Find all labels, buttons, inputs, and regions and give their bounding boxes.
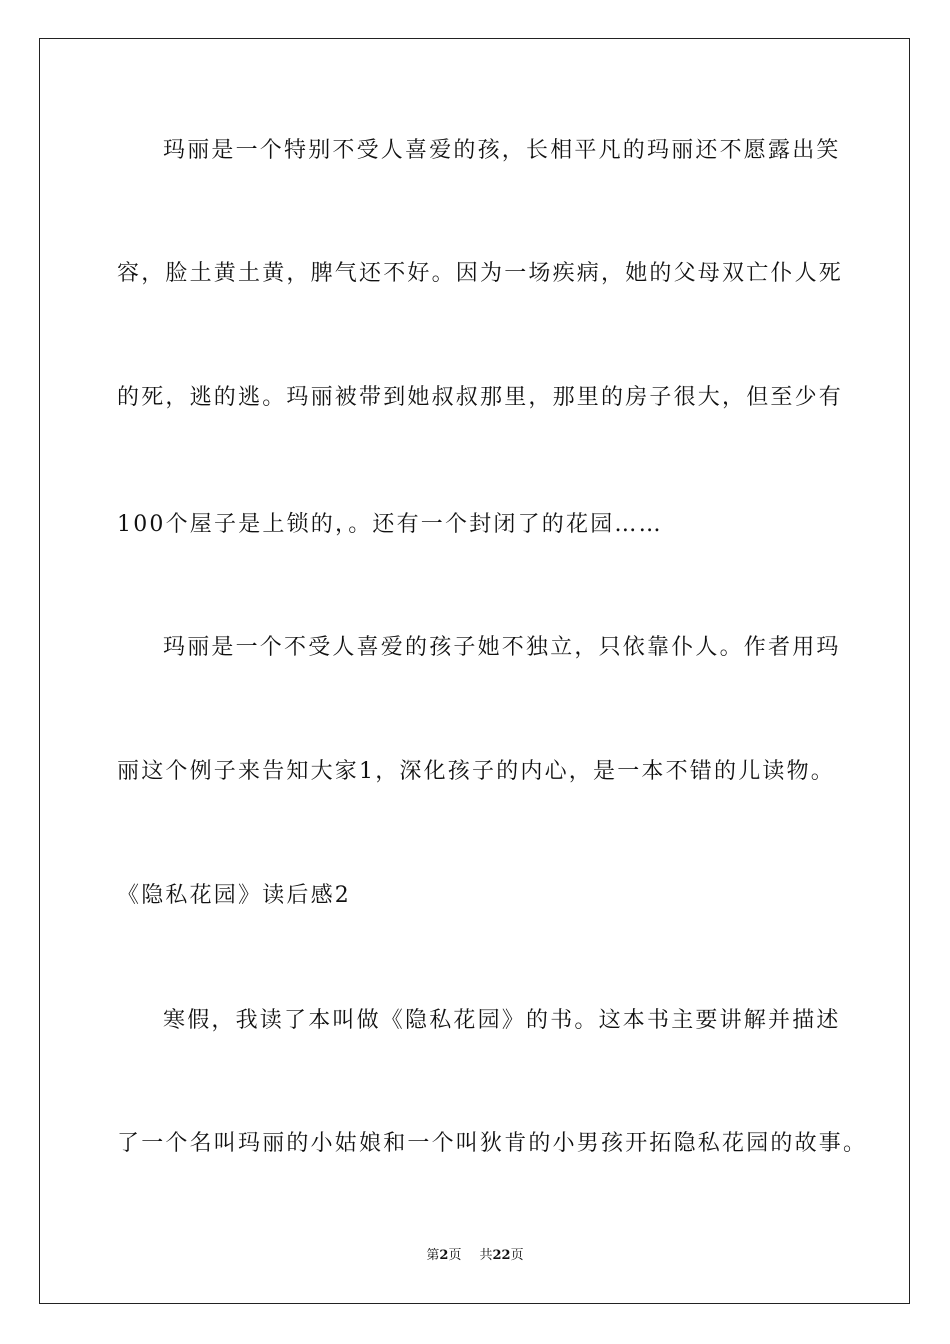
footer-total-pages: 22 <box>492 1248 511 1263</box>
footer-page-suffix: 页 <box>448 1248 462 1263</box>
footer-page-number: 2 <box>439 1248 449 1263</box>
paragraph-2-line-1: 玛丽是一个不受人喜爱的孩子她不独立，只依靠仆人。作者用玛 <box>163 635 841 660</box>
paragraph-2-line-2: 丽这个例子来告知大家1，深化孩子的内心，是一本不错的儿读物。 <box>117 759 835 784</box>
section-heading: 《隐私花园》读后感2 <box>117 883 351 908</box>
footer-total-suffix: 页 <box>510 1248 524 1263</box>
paragraph-1-line-4: 100个屋子是上锁的，。还有一个封闭了的花园…… <box>117 512 663 537</box>
paragraph-3-line-2: 了一个名叫玛丽的小姑娘和一个叫狄肯的小男孩开拓隐私花园的故事。 <box>117 1131 868 1156</box>
footer-total-prefix: 共 <box>479 1248 493 1263</box>
paragraph-3-line-1: 寒假，我读了本叫做《隐私花园》的书。这本书主要讲解并描述 <box>163 1008 841 1033</box>
paragraph-1-line-3: 的死，逃的逃。玛丽被带到她叔叔那里，那里的房子很大，但至少有 <box>117 385 844 410</box>
paragraph-1-line-2: 容，脸土黄土黄，脾气还不好。因为一场疾病，她的父母双亡仆人死 <box>117 261 844 286</box>
page-border <box>39 38 910 1304</box>
footer-page-prefix: 第 <box>426 1248 440 1263</box>
page-footer <box>0 1244 950 1263</box>
paragraph-1-line-1: 玛丽是一个特别不受人喜爱的孩，长相平凡的玛丽还不愿露出笑 <box>163 138 841 163</box>
